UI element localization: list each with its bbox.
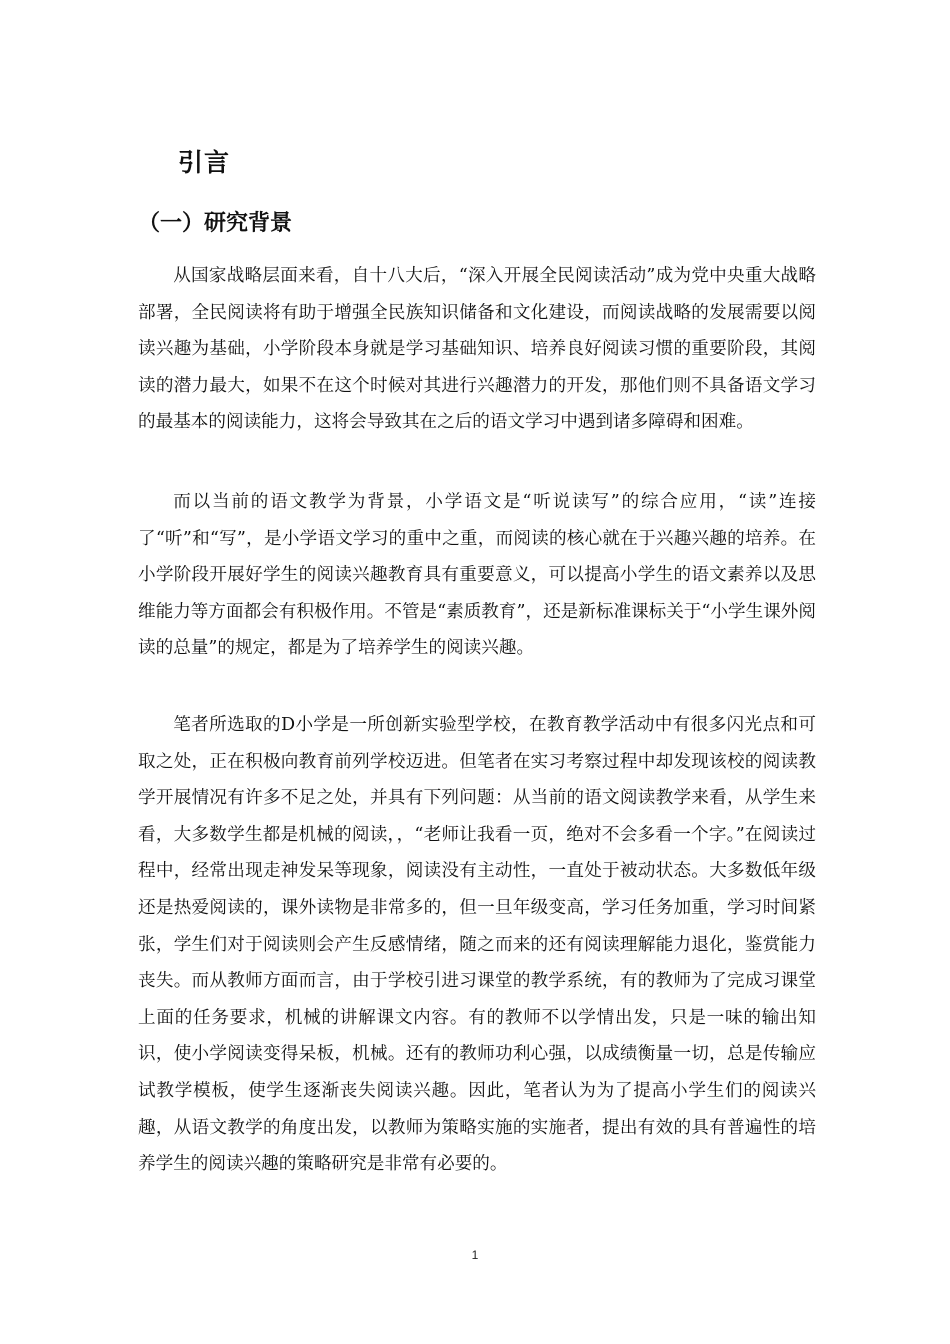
section-heading: （一）研究背景	[138, 211, 293, 236]
body-paragraph-3: 笔者所选取的D小学是一所创新实验型学校，在教育教学活动中有很多闪光点和可取之处，正在积极向教育前列学校迈进。但笔者在实习考察过程中却发现该校的阅读教学开展情况有许多不足之处，并具有下列问题：从当前的语文阅读教学来看，从学生来看，大多数学生都是机械的阅读，，“老师让我看一页，绝对不会多看一个字。”在阅读过程中，经常出现走神发呆等现象，阅读没有主动性，一直处于被动状态。大多数低年级还是热爱阅读的，课外读物是非常多的，但一旦年级变高，学习任务加重，学习时间紧张，学生们对于阅读则会产生反感情绪，随之而来的还有阅读理解能力退化，鉴赏能力丧失。而从教师方面而言，由于学校引进习课堂的教学系统，有的教师为了完成习课堂上面的任务要求，机械的讲解课文内容。有的教师不以学情出发，只是一味的输出知识，使小学阅读变得呆板，机械。还有的教师功利心强，以成绩衡量一切，总是传输应试教学模板，使学生逐渐丧失阅读兴趣。因此，笔者认为为了提高小学生们的阅读兴趣，从语文教学的角度出发，以教师为策略实施的实施者，提出有效的具有普遍性的培养学生的阅读兴趣的策略研究是非常有必要的。	[138, 715, 816, 1175]
page-title: 引言	[178, 148, 231, 177]
body-paragraph-1: 从国家战略层面来看，自十八大后，“深入开展全民阅读活动”成为党中央重大战略部署，全民阅读将有助于增强全民族知识储备和文化建设，而阅读战略的发展需要以阅读兴趣为基础，小学阶段本身就是学习基础知识、培养良好阅读习惯的重要阶段，其阅读的潜力最大，如果不在这个时候对其进行兴趣潜力的开发，那他们则不具备语文学习的最基本的阅读能力，这将会导致其在之后的语文学习中遇到诸多障碍和困难。	[138, 266, 816, 433]
page-number: 1	[471, 1248, 479, 1262]
body-paragraph-2: 而以当前的语文教学为背景，小学语文是“听说读写”的综合应用，“读”连接了“听”和“写”，是小学语文学习的重中之重，而阅读的核心就在于兴趣兴趣的培养。在小学阶段开展好学生的阅读兴趣教育具有重要意义，可以提高小学生的语文素养以及思维能力等方面都会有积极作用。不管是“素质教育”，还是新标准课标关于“小学生课外阅读的总量”的规定，都是为了培养学生的阅读兴趣。	[138, 492, 816, 659]
